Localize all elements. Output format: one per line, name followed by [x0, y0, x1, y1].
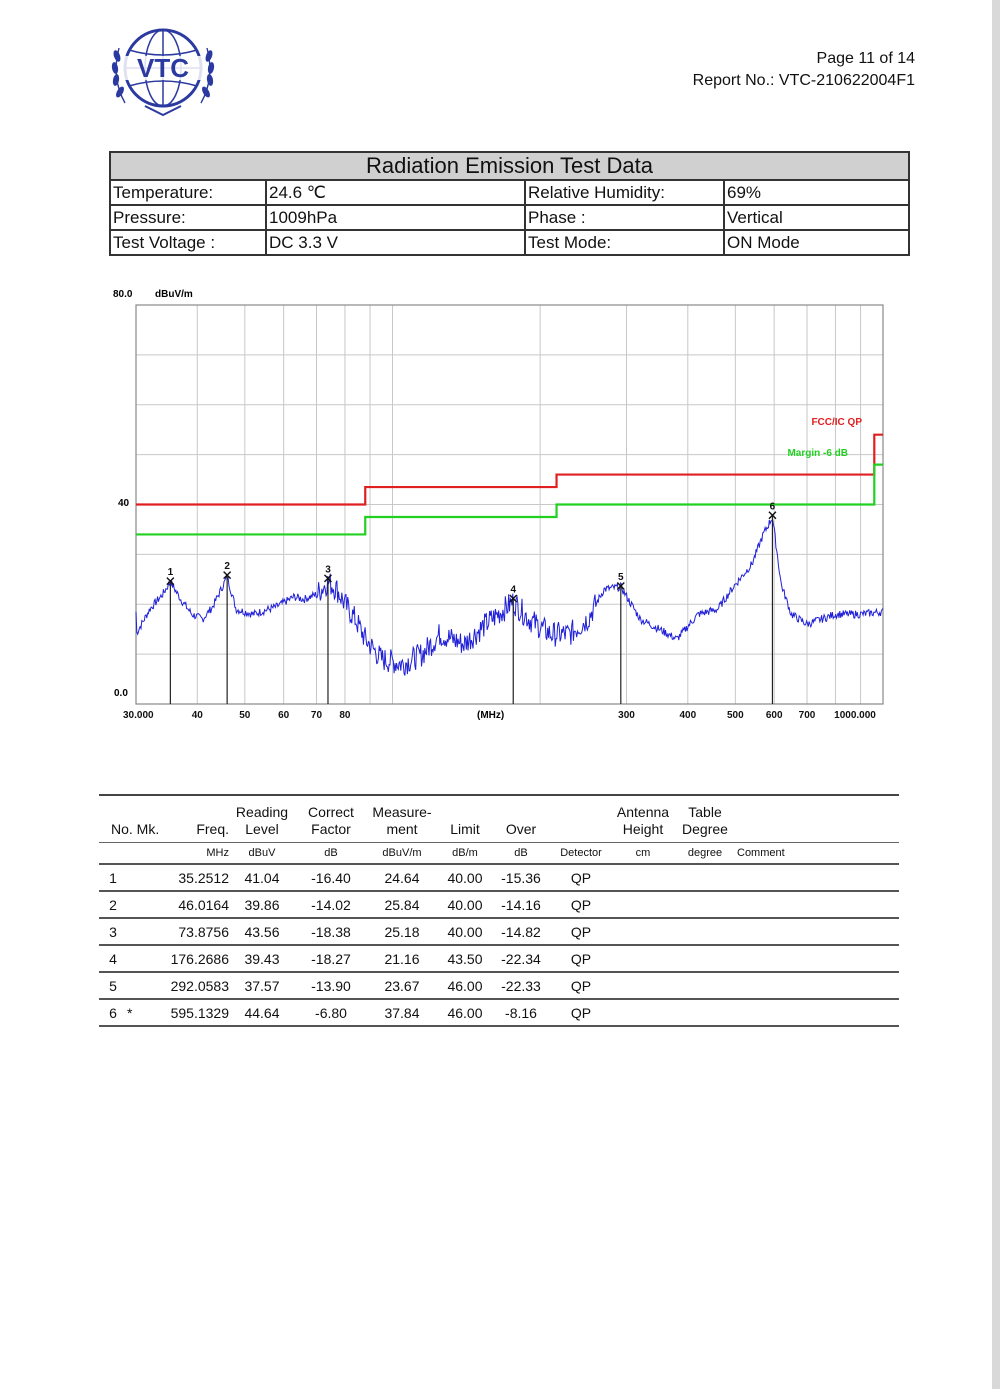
x-tick-label: 40 [191, 710, 203, 721]
peak-markers [167, 501, 776, 704]
row-detector: QP [549, 918, 613, 945]
x-tick-label: 500 [726, 710, 744, 721]
marker-label: 4 [510, 584, 517, 596]
row-correct: -6.80 [295, 999, 367, 1026]
y-max-label: 80.0 [113, 289, 133, 300]
marker-label: 2 [224, 561, 230, 573]
condition-value: 69% [724, 180, 909, 205]
unit-limit: dB/m [452, 846, 478, 859]
row-detector: QP [549, 972, 613, 999]
x-tick-label: 70 [310, 710, 323, 721]
table-row [99, 891, 899, 918]
marker-label: 3 [325, 564, 331, 576]
row-no: 3 [99, 918, 127, 945]
row-measurement: 25.18 [367, 918, 437, 945]
row-reading: 39.43 [229, 945, 295, 972]
condition-label: Temperature: [110, 180, 266, 205]
table-row [99, 945, 899, 972]
table-row [99, 999, 899, 1026]
row-over: -15.36 [493, 864, 549, 891]
row-limit: 40.00 [437, 891, 493, 918]
unit-reading: dBuV [248, 846, 276, 859]
row-reading: 39.86 [229, 891, 295, 918]
row-measurement: 23.67 [367, 972, 437, 999]
row-measurement: 25.84 [367, 891, 437, 918]
row-mk [127, 945, 167, 972]
y-mid-label: 40 [118, 498, 130, 509]
row-detector: QP [549, 945, 613, 972]
col-table-label: Table Degree [682, 804, 728, 837]
unit-measurement: dBuV/m [382, 846, 422, 859]
col-over: Over [493, 795, 549, 843]
col-correct-label: Correct Factor [308, 804, 354, 837]
col-no-mk: No. Mk. [99, 795, 167, 843]
row-limit: 46.00 [437, 972, 493, 999]
unit-table: degree [687, 846, 723, 859]
row-mk [127, 864, 167, 891]
page-edge [992, 0, 1000, 1389]
logo-lettering: VTC [137, 53, 189, 83]
unit-freq: MHz [206, 846, 229, 859]
x-tick-label: 80 [339, 710, 351, 721]
row-freq: 176.2686 [167, 945, 229, 972]
table-row [99, 972, 899, 999]
condition-row [110, 180, 909, 205]
table-row [99, 918, 899, 945]
row-freq: 292.0583 [167, 972, 229, 999]
header-row [99, 795, 899, 843]
row-measurement: 24.64 [367, 864, 437, 891]
row-freq: 73.8756 [167, 918, 229, 945]
emission-chart [105, 282, 910, 727]
condition-value: ON Mode [724, 230, 909, 255]
x-tick-label: 300 [618, 710, 635, 721]
row-detector: QP [549, 999, 613, 1026]
units-row [99, 843, 899, 865]
row-correct: -16.40 [295, 864, 367, 891]
legend-limit: FCC/IC QP [811, 417, 862, 428]
row-mk: * [127, 999, 167, 1026]
condition-label: Phase : [525, 205, 724, 230]
row-freq: 595.1329 [167, 999, 229, 1026]
row-correct: -18.27 [295, 945, 367, 972]
row-no: 4 [99, 945, 127, 972]
marker-label: 6 [769, 501, 776, 513]
row-reading: 44.64 [229, 999, 295, 1026]
col-reading [229, 795, 295, 843]
condition-label: Relative Humidity: [525, 180, 724, 205]
row-no: 1 [99, 864, 127, 891]
marker-label: 1 [167, 567, 174, 579]
condition-label: Test Voltage : [110, 230, 266, 255]
marker-label: 5 [618, 571, 624, 583]
col-table [673, 795, 737, 843]
x-axis-unit: (MHz) [477, 710, 505, 721]
page-header [693, 48, 915, 92]
row-reading: 37.57 [229, 972, 295, 999]
row-over: -8.16 [493, 999, 549, 1026]
unit-comment: Comment [737, 846, 785, 859]
unit-antenna: cm [635, 846, 651, 859]
col-measurement-label: Measure- ment [372, 804, 432, 837]
x-tick-label: 50 [239, 710, 251, 721]
col-reading-label: Reading Level [235, 804, 289, 837]
row-limit: 40.00 [437, 918, 493, 945]
row-limit: 46.00 [437, 999, 493, 1026]
row-detector: QP [549, 891, 613, 918]
report-number: Report No.: VTC-210622004F1 [692, 72, 915, 89]
row-measurement: 37.84 [367, 999, 437, 1026]
row-freq: 35.2512 [167, 864, 229, 891]
row-mk [127, 918, 167, 945]
col-measurement [367, 795, 437, 843]
row-over: -22.34 [493, 945, 549, 972]
x-tick-label: 1000.000 [834, 710, 876, 721]
page-number: Page 11 of 14 [816, 50, 915, 67]
unit-correct: dB [324, 846, 338, 859]
x-tick-label: 400 [679, 710, 697, 721]
results-table [99, 794, 899, 1027]
row-measurement: 21.16 [367, 945, 437, 972]
x-tick-label: 700 [798, 710, 816, 721]
condition-value: 1009hPa [266, 205, 525, 230]
row-correct: -14.02 [295, 891, 367, 918]
unit-over: dB [514, 846, 528, 859]
row-correct: -18.38 [295, 918, 367, 945]
section-title: Radiation Emission Test Data [110, 152, 909, 180]
row-freq: 46.0164 [167, 891, 229, 918]
col-limit: Limit [437, 795, 493, 843]
condition-label: Test Mode: [525, 230, 724, 255]
x-tick-label: 60 [278, 710, 290, 721]
x-tick-label: 600 [765, 710, 783, 721]
condition-row [110, 205, 909, 230]
row-reading: 41.04 [229, 864, 295, 891]
col-correct [295, 795, 367, 843]
condition-label: Pressure: [110, 205, 266, 230]
table-row [99, 864, 899, 891]
limit-line [136, 435, 883, 505]
test-conditions-table [109, 151, 910, 256]
row-limit: 40.00 [437, 864, 493, 891]
row-no: 2 [99, 891, 127, 918]
row-correct: -13.90 [295, 972, 367, 999]
legend-margin: Margin -6 dB [787, 448, 848, 459]
x-tick-label: 30.000 [123, 710, 154, 721]
row-over: -14.16 [493, 891, 549, 918]
row-mk [127, 891, 167, 918]
condition-value: DC 3.3 V [266, 230, 525, 255]
row-limit: 43.50 [437, 945, 493, 972]
col-antenna [613, 795, 673, 843]
col-freq: Freq. [167, 795, 229, 843]
row-mk [127, 972, 167, 999]
row-over: -22.33 [493, 972, 549, 999]
row-reading: 43.56 [229, 918, 295, 945]
unit-detector: Detector [560, 846, 602, 859]
y-axis-unit: dBuV/m [155, 289, 193, 300]
col-detector-blank [549, 795, 613, 843]
condition-row [110, 230, 909, 255]
row-detector: QP [549, 864, 613, 891]
condition-value: Vertical [724, 205, 909, 230]
row-over: -14.82 [493, 918, 549, 945]
emission-trace [136, 520, 883, 676]
row-no: 6 [99, 999, 127, 1026]
y-min-label: 0.0 [114, 688, 128, 699]
col-antenna-label: Antenna Height [616, 804, 670, 837]
row-no: 5 [99, 972, 127, 999]
condition-value: 24.6 ℃ [266, 180, 525, 205]
col-comment-blank [737, 795, 899, 843]
vtc-logo [103, 18, 223, 122]
